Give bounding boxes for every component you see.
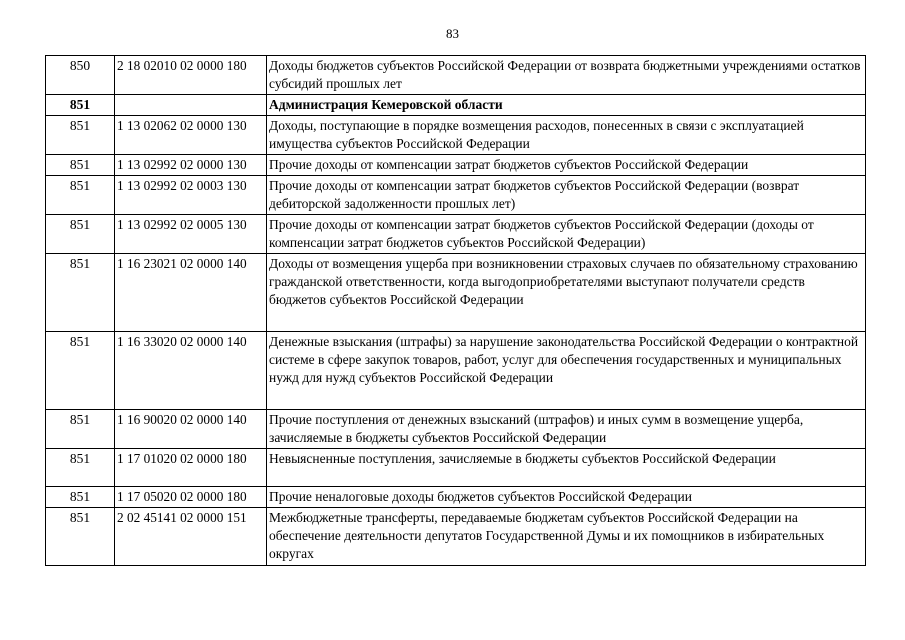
revenue-code-cell: 1 13 02992 02 0000 130 xyxy=(115,155,267,176)
revenue-code-cell: 2 18 02010 02 0000 180 xyxy=(115,56,267,95)
revenue-code-cell: 1 16 33020 02 0000 140 xyxy=(115,332,267,410)
table-row-section-header xyxy=(46,95,866,116)
admin-code-cell: 851 xyxy=(46,449,115,487)
revenue-name-cell: Администрация Кемеровской области xyxy=(267,95,866,116)
admin-code-cell: 851 xyxy=(46,254,115,332)
table-row xyxy=(46,56,866,95)
admin-code-cell: 851 xyxy=(46,155,115,176)
table-row xyxy=(46,410,866,449)
revenue-name-cell: Невыясненные поступления, зачисляемые в бюджеты субъектов Российской Федерации xyxy=(267,449,866,487)
admin-code-cell: 851 xyxy=(46,410,115,449)
revenue-name-cell: Прочие доходы от компенсации затрат бюджетов субъектов Российской Федерации (доходы от компенсации затрат бюджетов субъектов Российской Федерации) xyxy=(267,215,866,254)
revenue-code-cell xyxy=(115,95,267,116)
admin-code-cell: 851 xyxy=(46,508,115,566)
admin-code-cell: 851 xyxy=(46,176,115,215)
revenue-name-cell: Прочие доходы от компенсации затрат бюджетов субъектов Российской Федерации (возврат дебиторской задолженности прошлых лет) xyxy=(267,176,866,215)
revenue-code-cell: 1 13 02992 02 0003 130 xyxy=(115,176,267,215)
table-row xyxy=(46,155,866,176)
revenue-code-cell: 1 16 23021 02 0000 140 xyxy=(115,254,267,332)
admin-code-cell: 851 xyxy=(46,332,115,410)
table-row xyxy=(46,508,866,566)
table-row xyxy=(46,487,866,508)
revenue-code-cell: 1 13 02062 02 0000 130 xyxy=(115,116,267,155)
table-body xyxy=(46,56,866,566)
table-row xyxy=(46,332,866,410)
table-row xyxy=(46,116,866,155)
revenue-code-cell: 1 13 02992 02 0005 130 xyxy=(115,215,267,254)
admin-code-cell: 851 xyxy=(46,95,115,116)
admin-code-cell: 850 xyxy=(46,56,115,95)
admin-code-cell: 851 xyxy=(46,215,115,254)
table-row xyxy=(46,449,866,487)
table-row xyxy=(46,176,866,215)
revenue-name-cell: Доходы, поступающие в порядке возмещения расходов, понесенных в связи с эксплуатацией имущества субъектов Российской Федерации xyxy=(267,116,866,155)
revenue-code-cell: 1 16 90020 02 0000 140 xyxy=(115,410,267,449)
revenue-code-cell: 2 02 45141 02 0000 151 xyxy=(115,508,267,566)
admin-code-cell: 851 xyxy=(46,116,115,155)
table-row xyxy=(46,254,866,332)
revenue-code-cell: 1 17 01020 02 0000 180 xyxy=(115,449,267,487)
revenue-table xyxy=(45,55,866,566)
revenue-name-cell: Прочие доходы от компенсации затрат бюджетов субъектов Российской Федерации xyxy=(267,155,866,176)
revenue-name-cell: Доходы от возмещения ущерба при возникновении страховых случаев по обязательному страхованию гражданской ответственности, когда выгодоприобретателями выступают получатели средств бюджетов субъектов Российской Федерации xyxy=(267,254,866,332)
revenue-name-cell: Межбюджетные трансферты, передаваемые бюджетам субъектов Российской Федерации на обеспечение деятельности депутатов Государственной Думы и их помощников в избирательных округах xyxy=(267,508,866,566)
admin-code-cell: 851 xyxy=(46,487,115,508)
revenue-name-cell: Прочие неналоговые доходы бюджетов субъектов Российской Федерации xyxy=(267,487,866,508)
table-row xyxy=(46,215,866,254)
revenue-name-cell: Денежные взыскания (штрафы) за нарушение законодательства Российской Федерации о контрактной системе в сфере закупок товаров, работ, услуг для обеспечения государственных и муниципальных нужд для нужд субъектов Российской Федерации xyxy=(267,332,866,410)
page-number: 83 xyxy=(446,26,459,41)
revenue-name-cell: Доходы бюджетов субъектов Российской Федерации от возврата бюджетными учреждениями остатков субсидий прошлых лет xyxy=(267,56,866,95)
revenue-name-cell: Прочие поступления от денежных взысканий (штрафов) и иных сумм в возмещение ущерба, зачисляемые в бюджеты субъектов Российской Федерации xyxy=(267,410,866,449)
revenue-code-cell: 1 17 05020 02 0000 180 xyxy=(115,487,267,508)
